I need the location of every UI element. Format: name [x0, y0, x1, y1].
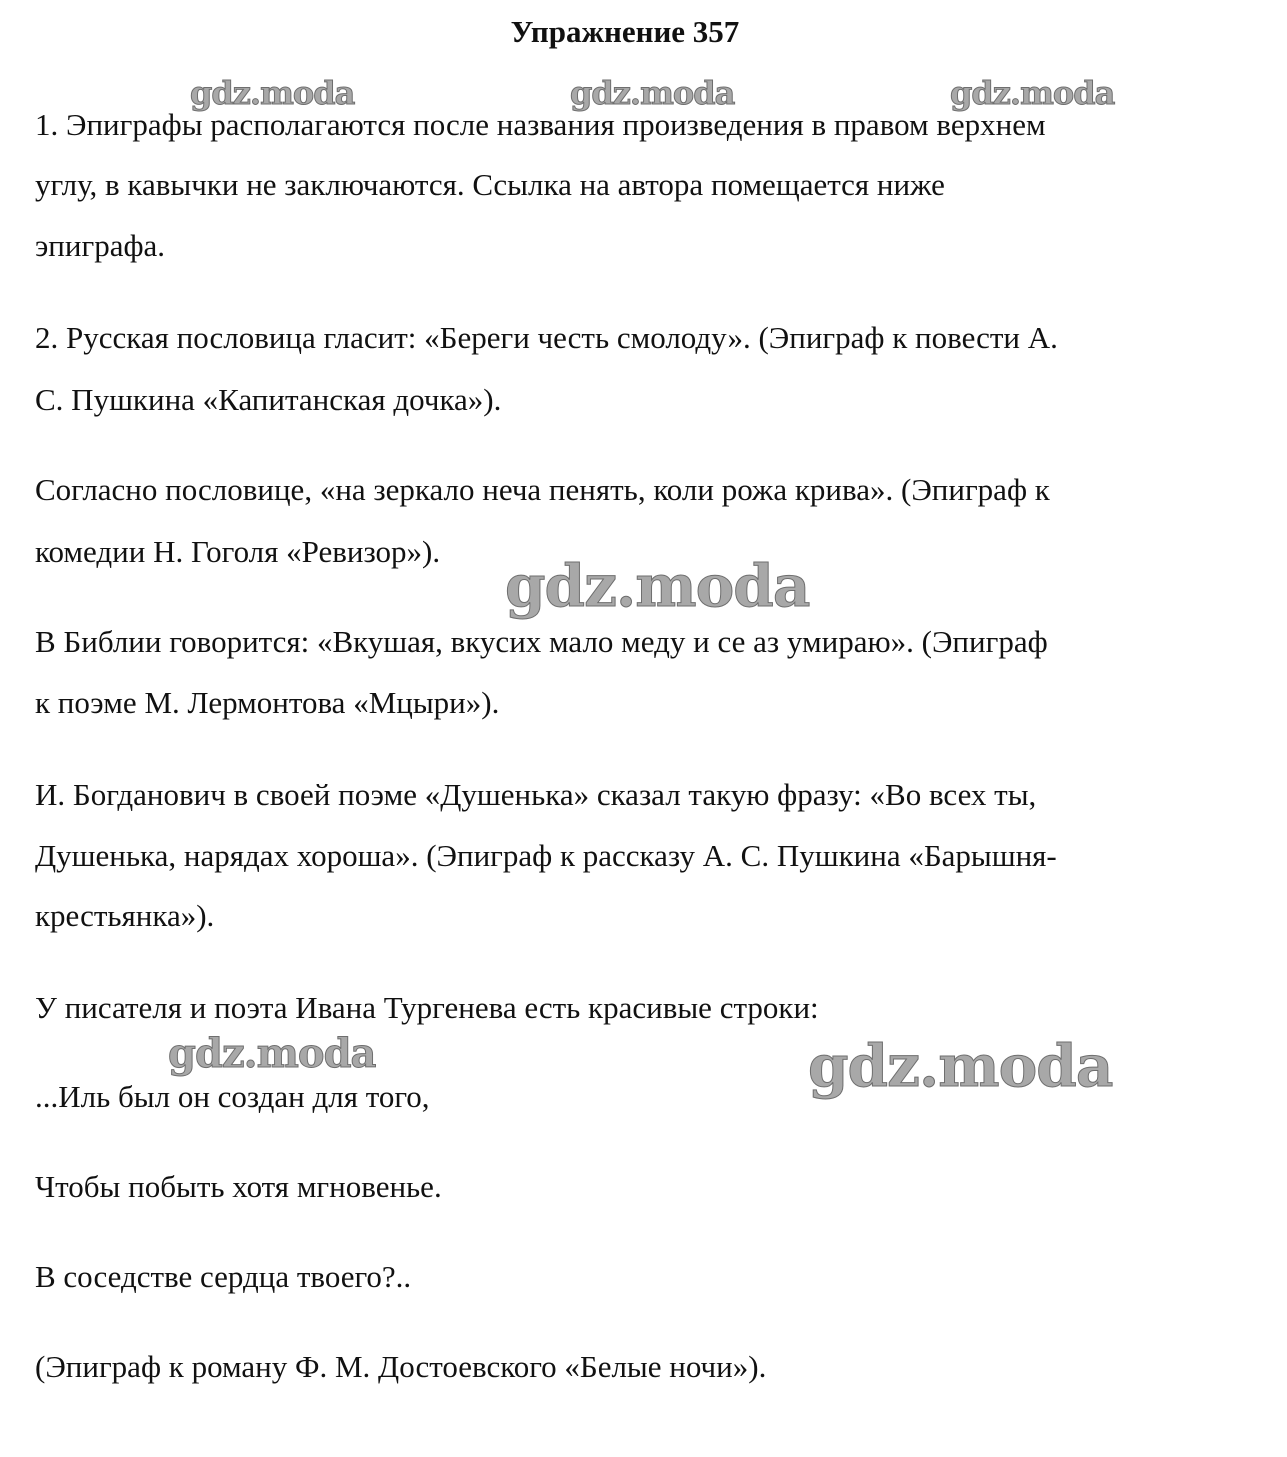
text-line: эпиграфа. [35, 228, 166, 263]
text-line: ...Иль был он создан для того, [35, 1079, 430, 1114]
text-line: крестьянка»). [35, 898, 215, 933]
text-line: С. Пушкина «Капитанская дочка»). [35, 382, 502, 417]
text-line: углу, в кавычки не заключаются. Ссылка на автора помещается ниже [35, 167, 945, 202]
text-line: комедии Н. Гоголя «Ревизор»). [35, 534, 441, 569]
text-line: У писателя и поэта Ивана Тургенева есть красивые строки: [35, 990, 819, 1025]
text-line: Душенька, нарядах хороша». (Эпиграф к рассказу А. С. Пушкина «Барышня- [35, 838, 1057, 873]
page-title: Упражнение 357 [510, 14, 740, 49]
text-line: 1. Эпиграфы располагаются после названия произведения в правом верхнем [35, 107, 1046, 142]
watermark: gdz.moda [570, 74, 735, 112]
text-line: 2. Русская пословица гласит: «Береги честь смолоду». (Эпиграф к повести А. [35, 320, 1058, 355]
watermark: gdz.moda [808, 1032, 1113, 1100]
text-line: В Библии говорится: «Вкушая, вкусих мало меду и се аз умираю». (Эпиграф [35, 624, 1048, 659]
watermark: gdz.moda [950, 74, 1115, 112]
text-line: Чтобы побыть хотя мгновенье. [35, 1169, 442, 1204]
text-line: к поэме М. Лермонтова «Мцыри»). [35, 685, 500, 720]
watermark: gdz.moda [168, 1030, 376, 1077]
text-line: (Эпиграф к роману Ф. М. Достоевского «Белые ночи»). [35, 1349, 767, 1384]
watermark: gdz.moda [505, 552, 810, 620]
text-line: И. Богданович в своей поэме «Душенька» сказал такую фразу: «Во всех ты, [35, 777, 1037, 812]
text-line: Согласно пословице, «на зеркало неча пенять, коли рожа крива». (Эпиграф к [35, 472, 1050, 507]
text-line: В соседстве сердца твоего?.. [35, 1259, 412, 1294]
watermark: gdz.moda [190, 74, 355, 112]
